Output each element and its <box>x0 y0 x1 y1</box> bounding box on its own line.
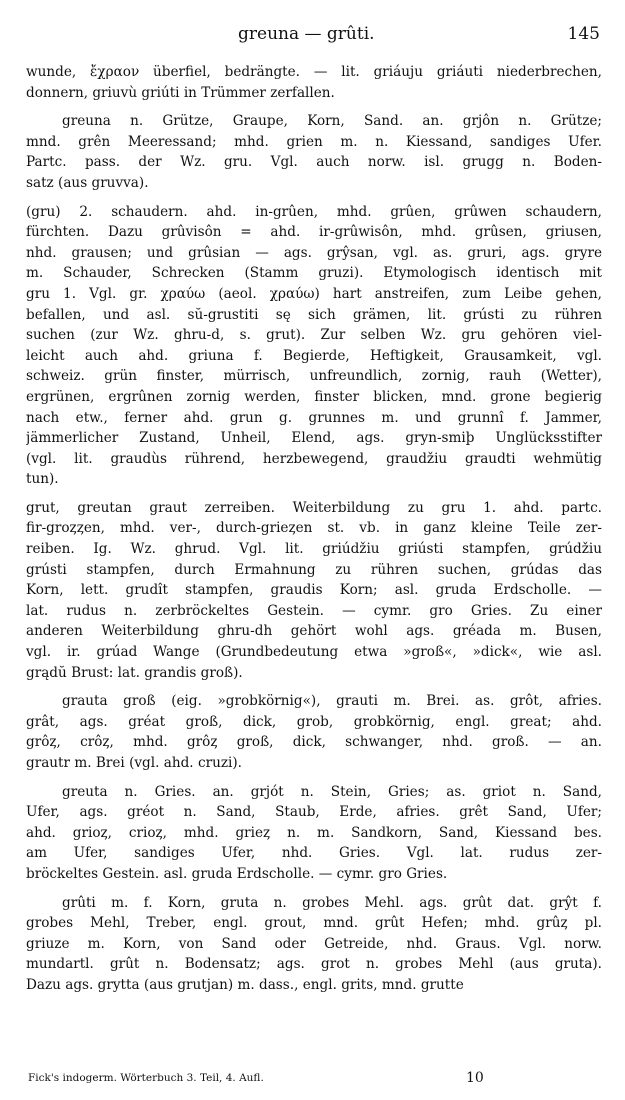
text-line: grât, ags. gréat groß, dick, grob, grobkörnig, engl. great; ahd. <box>26 713 602 730</box>
text-line: jämmerlicher Zustand, Unheil, Elend, ags. gryn-smiþ Unglücksstifter <box>26 430 602 447</box>
text-line: Ufer, ags. gréot n. Sand, Staub, Erde, afries. grêt Sand, Ufer; <box>26 804 602 821</box>
entry-grut <box>26 498 602 683</box>
text-line: Korn, lett. grudît stampfen, graudis Korn; asl. gruda Erdscholle. — <box>26 582 602 599</box>
entry-gruti <box>26 893 602 996</box>
page-body <box>26 62 602 996</box>
page-number: 145 <box>567 24 600 44</box>
text-line: ergrünen, ergrûnen zornig werden, finster blicken, mnd. grone begierig <box>26 388 602 405</box>
text-line: m. Schauder, Schrecken (Stamm gruzi). Etymologisch identisch mit <box>26 265 602 282</box>
text-line: nach etw., ferner ahd. grun g. grunnes m. und grunnî f. Jammer, <box>26 409 602 426</box>
entry-grauta <box>26 691 602 773</box>
text-line: am Ufer, sandiges Ufer, nhd. Gries. Vgl. lat. rudus zer- <box>26 845 602 862</box>
running-title: greuna — grûti. <box>238 24 375 44</box>
text-line: gru 1. Vgl. gr. χραύω (aeol. χραύω) hart anstreifen, zum Leibe gehen, <box>26 285 602 302</box>
text-line: anderen Weiterbildung ghru-dh gehört wohl ags. gréada m. Busen, <box>26 623 602 640</box>
text-line: Partc. pass. der Wz. gru. Vgl. auch norw. isl. grugg n. Boden- <box>26 154 602 171</box>
text-line: Dazu ags. grytta (aus grutjan) m. dass., engl. grits, mnd. grutte <box>26 976 464 993</box>
text-line: mnd. grên Meeressand; mhd. grien m. n. Kiessand, sandiges Ufer. <box>26 133 602 150</box>
text-line: satz (aus gruvva). <box>26 174 149 191</box>
text-line: grut, greutan graut zerreiben. Weiterbildung zu gru 1. ahd. partc. <box>26 499 602 516</box>
signature-mark: 10 <box>466 1070 484 1086</box>
text-line: griuze m. Korn, von Sand oder Getreide, nhd. Graus. Vgl. norw. <box>26 935 602 952</box>
text-line: reiben. Ig. Wz. ghrud. Vgl. lit. griúdžiu griústi stampfen, grúdžiu <box>26 541 602 558</box>
entry-1 <box>26 62 602 103</box>
text-line: grôȥ, crôȥ, mhd. grôȥ groß, dick, schwanger, nhd. groß. — an. <box>26 734 602 751</box>
page-header <box>28 24 600 50</box>
text-line: grûti m. f. Korn, gruta n. grobes Mehl. ags. grût dat. grŷt f. <box>62 894 602 911</box>
text-line: schweiz. grün finster, mürrisch, unfreundlich, zornig, rauh (Wetter), <box>26 368 602 385</box>
text-line: befallen, und asl. sŭ-grustiti sę sich grämen, lit. grústi zu rühren <box>26 306 602 323</box>
text-line: wunde, ἔχραον überfiel, bedrängte. — lit. griáuju griáuti niederbrechen, <box>26 64 602 80</box>
text-line: tun). <box>26 471 59 488</box>
text-line: mundartl. grût n. Bodensatz; ags. grot n. grobes Mehl (aus gruta). <box>26 956 602 973</box>
text-line: grautr m. Brei (vgl. ahd. cruzi). <box>26 755 242 771</box>
text-line: greuta n. Gries. an. grjót n. Stein, Gries; as. griot n. Sand, <box>62 783 602 800</box>
text-line: grústi stampfen, durch Ermahnung zu rühren suchen, grúdas das <box>26 561 602 578</box>
text-line: bröckeltes Gestein. asl. gruda Erdscholle. — cymr. gro Gries. <box>26 865 448 882</box>
text-line: greuna n. Grütze, Graupe, Korn, Sand. an. grjôn n. Grütze; <box>62 113 602 130</box>
text-line: grądŭ Brust: lat. grandis groß). <box>26 664 243 681</box>
entry-greuna <box>26 111 602 193</box>
text-line: leicht auch ahd. griuna f. Begierde, Heftigkeit, Grausamkeit, vgl. <box>26 347 602 364</box>
text-line: (gru) 2. schaudern. ahd. in-grûen, mhd. grûen, grûwen schaudern, <box>26 203 602 220</box>
text-line: ahd. grioȥ, crioȥ, mhd. grieȥ n. m. Sandkorn, Sand, Kiessand bes. <box>26 824 602 841</box>
entry-greuta <box>26 782 602 885</box>
text-line: lat. rudus n. zerbröckeltes Gestein. — cymr. gro Gries. Zu einer <box>26 602 602 619</box>
text-line: vgl. ir. grúad Wange (Grundbedeutung etwa »groß«, »dick«, wie asl. <box>26 644 602 661</box>
page-footer <box>28 1072 600 1092</box>
text-line: fir-groȥȥen, mhd. ver-, durch-grieȥen st. vb. in ganz kleine Teile zer- <box>26 520 602 537</box>
text-line: nhd. grausen; und grûsian — ags. grŷsan, vgl. as. gruri, ags. gryre <box>26 244 602 261</box>
text-line: (vgl. lit. graudùs rührend, herzbewegend, graudžiu graudti wehmütig <box>26 450 602 467</box>
text-line: grauta groß (eig. »grobkörnig«), grauti m. Brei. as. grôt, afries. <box>62 693 602 710</box>
footer-citation: Fick's indogerm. Wörterbuch 3. Teil, 4. Aufl. <box>28 1072 264 1084</box>
text-line: grobes Mehl, Treber, engl. grout, mnd. grût Hefen; mhd. grûȥ pl. <box>26 915 602 932</box>
entry-gru <box>26 202 602 490</box>
text-line: fürchten. Dazu grûvisôn = ahd. ir-grûwisôn, mhd. grûsen, griusen, <box>26 224 602 241</box>
text-line: donnern, griuvù griúti in Trümmer zerfallen. <box>26 84 335 101</box>
text-line: suchen (zur Wz. ghru-d, s. grut). Zur selben Wz. gru gehören viel- <box>26 327 602 344</box>
